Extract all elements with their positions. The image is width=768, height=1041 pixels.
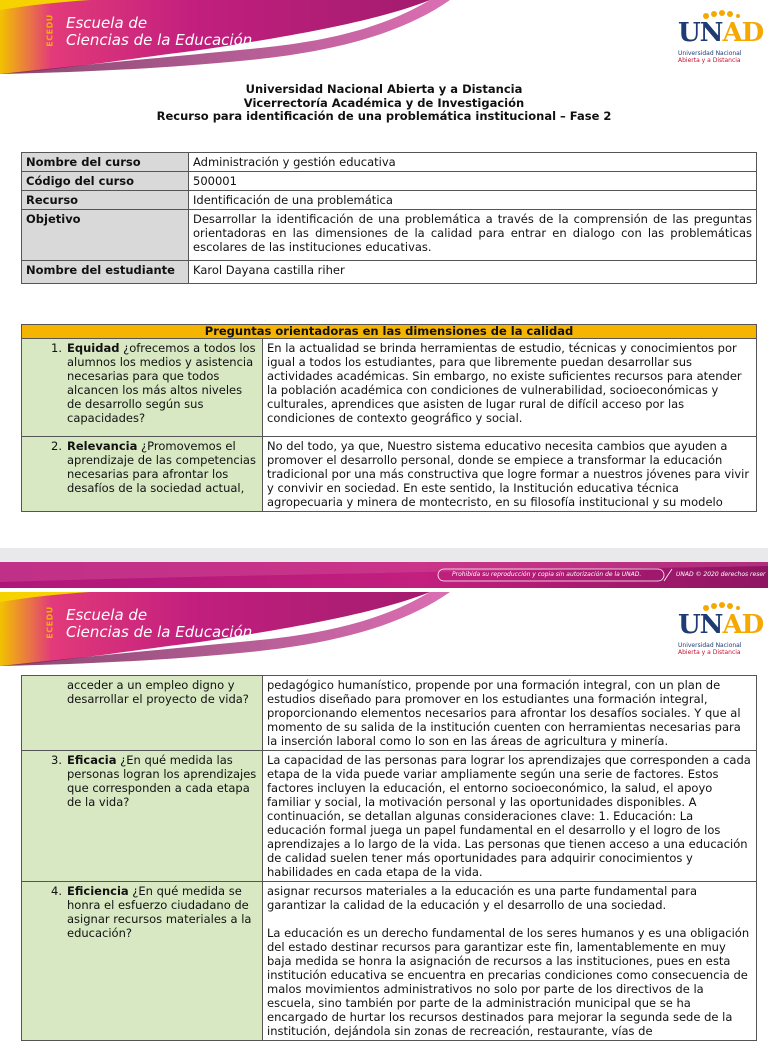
school-name: Escuela de Ciencias de la Educación xyxy=(66,606,253,641)
table-row: Objetivo Desarrollar la identificación de una problemática a través de la comprensión de las preguntas orientadoras en las dimensiones de la calidad para entrar en dialogo con las problemáticas escolares de las instituciones educativas. xyxy=(22,210,757,261)
ecedu-side-label: ECEDU xyxy=(45,14,55,47)
table-row: Nombre del estudiante Karol Dayana castilla riher xyxy=(22,261,757,284)
header-banner-page-2 xyxy=(0,592,768,666)
page-footer xyxy=(0,562,768,588)
answer-relevancia-continued: pedagógico humanístico, propende por una formación integral, con un plan de estudios diseñado para promover en los estudiantes una formación integral, proporcionando elementos necesarios para afrontar los desafíos sociales. Y que al momento de su salida de la institución cuenten con herramientas necesarias para la inserción laboral como lo son en las áreas de agricultura y minería. xyxy=(263,676,757,751)
unad-logo: UNAD Universidad Nacional Abierta y a Distancia xyxy=(678,602,762,658)
table-row xyxy=(22,339,757,437)
quality-questions-table-continued xyxy=(21,675,757,1041)
answer-eficacia: La capacidad de las personas para lograr los aprendizajes que corresponden a cada etapa de la vida puede variar ampliamente según una serie de factores. Estos factores incluyen la educación, el entorno socioeconómico, la salud, el apoyo familiar y social, la motivación personal y las oportunidades disponibles. A continuación, se detallan algunas consideraciones clave: 1. Educación: La educación formal juega un papel fundamental en el desarrollo y el logro de los aprendizajes a lo largo de la vida. Las personas que tienen acceso a una educación de calidad suelen tener más oportunidades para adquirir conocimientos y habilidades en cada etapa de la vida. xyxy=(263,751,757,882)
answer-relevancia: No del todo, ya que, Nuestro sistema educativo necesita cambios que ayuden a promover el desarrollo personal, donde se empiece a transformar la educación tradicional por una más constructiva que logre formar a nuestros jóvenes para vivir y convivir en sociedad. En este sentido, la Institución educativa técnica agropecuaria y minera de montecristo, en su filosofía institucional y su modelo xyxy=(263,437,757,512)
quality-questions-table xyxy=(21,324,757,512)
question-relevancia: 2. Relevancia ¿Promovemos el aprendizaje de las competencias necesarias para afrontar los desafíos de la sociedad actual, xyxy=(22,437,263,512)
table-row xyxy=(22,676,757,751)
question-eficacia: 3. Eficacia ¿En qué medida las personas logran los aprendizajes que corresponden a cada etapa de la vida? xyxy=(22,751,263,882)
answer-equidad: En la actualidad se brinda herramientas de estudio, técnicas y conocimientos por igual a todos los estudiantes, para que libremente puedan desarrollar sus actividades académicas. Sin embargo, no existe suficientes recursos para atender la población académica con condiciones de vulnerabilidad, socioeconómicas y culturales, aprendices que asisten de lugar rural de difícil acceso por las condiciones de contexto geográfico y social. xyxy=(263,339,757,437)
unad-logo: UNAD Universidad Nacional Abierta y a Distancia xyxy=(678,10,762,66)
ecedu-side-label: ECEDU xyxy=(45,606,55,639)
page-gap xyxy=(0,548,768,562)
table-row: Recurso Identificación de una problemática xyxy=(22,191,757,210)
answer-eficiencia: asignar recursos materiales a la educación es una parte fundamental para garantizar la calidad de la educación y el desarrollo de una sociedad. La educación es un derecho fundamental de los seres humanos y es una obligación del estado destinar recursos para garantizar este fin, lamentablemente en muy baja medida se honra la asignación de recursos a las instituciones, pues en esta institución educativa se encuentra en precarias condiciones como consecuencia de malos movimientos administrativos no solo por parte de los directivos de la escuela, sino también por parte de la administración municipal que se ha encargado de hurtar los recursos destinados para mejorar la segunda sede de la institución, dejándola sin zonas de recreación, restaurante, vías de xyxy=(263,882,757,1041)
footer-copyright-notice: Prohibida su reproducción y copia sin autorización de la UNAD. xyxy=(452,571,642,578)
table-row xyxy=(22,882,757,1041)
school-name: Escuela de Ciencias de la Educación xyxy=(66,14,253,49)
table-row: Código del curso 500001 xyxy=(22,172,757,191)
question-relevancia-continued: acceder a un empleo digno y desarrollar el proyecto de vida? xyxy=(22,676,263,751)
question-eficiencia: 4. Eficiencia ¿En qué medida se honra el esfuerzo ciudadano de asignar recursos materiales a la educación? xyxy=(22,882,263,1041)
table-row xyxy=(22,437,757,512)
course-info-table xyxy=(21,152,757,284)
table-header-row: Preguntas orientadoras en las dimensiones de la calidad xyxy=(22,325,757,339)
document-title: Universidad Nacional Abierta y a Distancia Vicerrectoría Académica y de Investigación Recurso para identificación de una problemática institucional – Fase 2 xyxy=(156,82,612,123)
table-row: Nombre del curso Administración y gestión educativa xyxy=(22,153,757,172)
footer-rights: UNAD © 2020 derechos reser xyxy=(676,571,766,578)
table-row xyxy=(22,751,757,882)
header-banner xyxy=(0,0,768,74)
footer-graphic xyxy=(0,562,768,588)
question-equidad: 1. Equidad ¿ofrecemos a todos los alumnos los medios y asistencia necesarias para que todos alcancen los más altos niveles de desarrollo según sus capacidades? xyxy=(22,339,263,437)
document-page-2 xyxy=(0,562,768,1038)
